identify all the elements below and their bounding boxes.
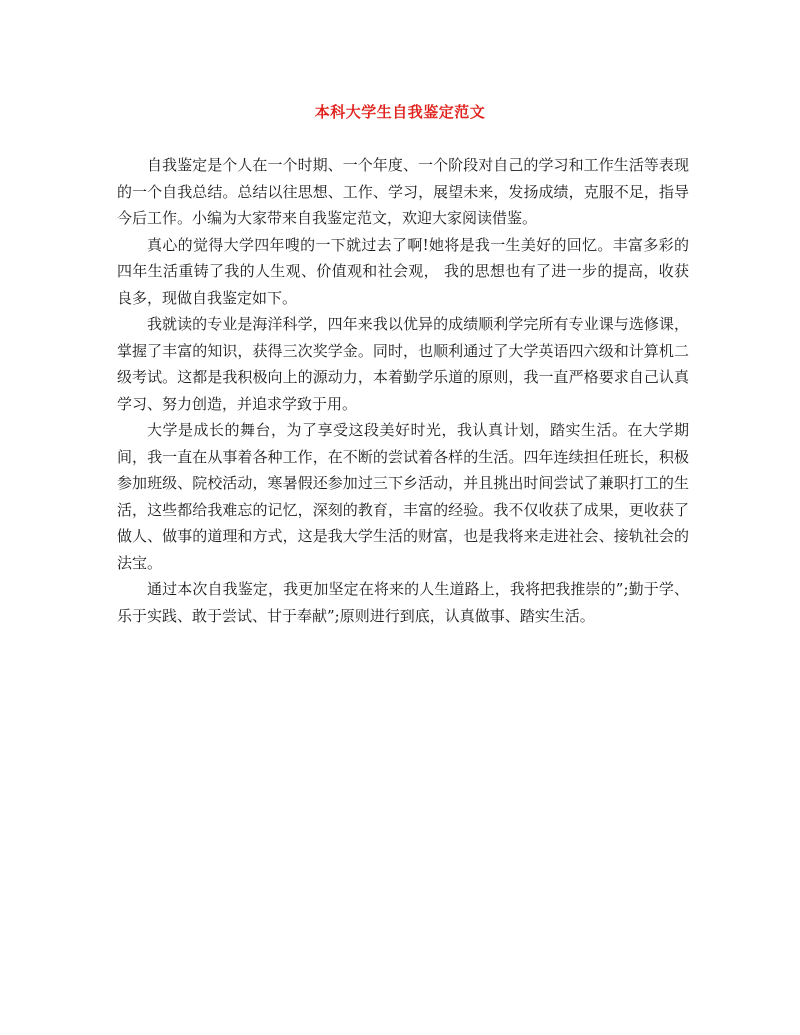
paragraph-intro: 自我鉴定是个人在一个时期、一个年度、一个阶段对自己的学习和工作生活等表现的一个自我总结。总结以往思想、工作、学习，展望未来，发扬成绩，克服不足，指导今后工作。小编为大家带来自我鉴定范文，欢迎大家阅读借鉴。 [117, 156, 689, 227]
document-title: 本科大学生自我鉴定范文 [314, 103, 486, 121]
paragraph-conclusion: 通过本次自我鉴定，我更加坚定在将来的人生道路上，我将把我推崇的”;勤于学、乐于实践、敢于尝试、甘于奉献”;原则进行到底，认真做事、踏实生活。 [117, 580, 689, 625]
paragraph-reflection: 真心的觉得大学四年嗖的一下就过去了啊!她将是我一生美好的回忆。丰富多彩的四年生活重铸了我的人生观、价值观和社会观， 我的思想也有了进一步的提高，收获良多，现做自我鉴定如下。 [117, 235, 689, 307]
paragraph-studies: 我就读的专业是海洋科学，四年来我以优异的成绩顺利学完所有专业课与选修课，掌握了丰富的知识，获得三次奖学金。同时，也顺利通过了大学英语四六级和计算机二级考试。这都是我积极向上的源动力，本着勤学乐道的原则，我一直严格要求自己认真学习、努力创造，并追求学致于用。 [117, 315, 689, 413]
paragraph-activities: 大学是成长的舞台，为了享受这段美好时光，我认真计划，踏实生活。在大学期间，我一直在从事着各种工作，在不断的尝试着各样的生活。四年连续担任班长，积极参加班级、院校活动，寒暑假还参加过三下乡活动，并且挑出时间尝试了兼职打工的生活，这些都给我难忘的记忆，深刻的教育，丰富的经验。我不仅收获了成果，更收获了做人、做事的道理和方式，这是我大学生活的财富，也是我将来走进社会、接轨社会的法宝。 [117, 421, 689, 572]
document-body [117, 152, 689, 629]
